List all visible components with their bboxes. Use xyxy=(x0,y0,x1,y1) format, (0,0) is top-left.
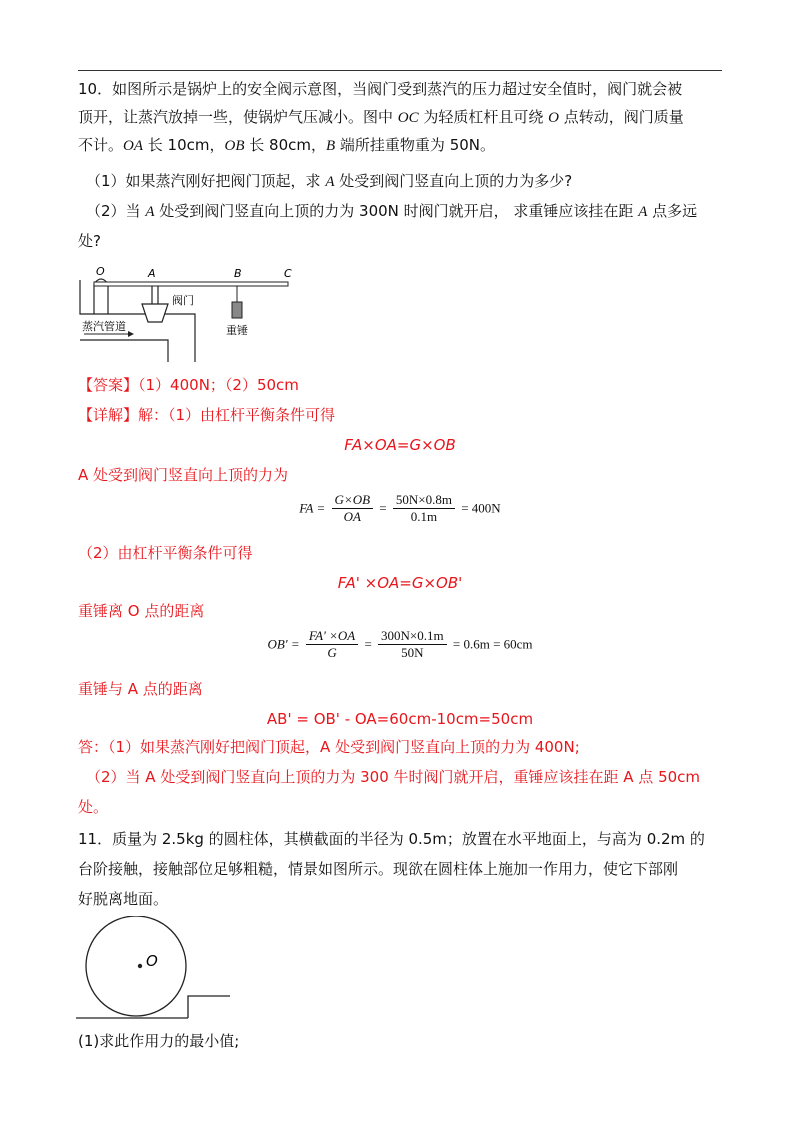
detail-label-1: A 处受到阀门竖直向上顶的力为 xyxy=(78,466,289,484)
final-answer-1: 答：（1）如果蒸汽刚好把阀门顶起，A 处受到阀门竖直向上顶的力为 400N; xyxy=(78,738,580,756)
q10-subquestion-2: （2）当 A 处受到阀门竖直向上顶的力为 300N 时阀门就开启， 求重锤应该挂在距 A 点多远 xyxy=(86,202,698,220)
label-steam-pipe: 蒸汽管道 xyxy=(82,320,126,333)
final-answer-2: （2）当 A 处受到阀门竖直向上顶的力为 300 牛时阀门就开启，重锤应该挂在距 A 点 50cm xyxy=(86,768,701,786)
q10-subquestion-1: （1）如果蒸汽刚好把阀门顶起，求 A 处受到阀门竖直向上顶的力为多少? xyxy=(86,172,573,190)
q10-line-1: 10．如图所示是锅炉上的安全阀示意图，当阀门受到蒸汽的压力超过安全值时，阀门就会被 xyxy=(78,80,683,98)
label-valve: 阀门 xyxy=(172,294,194,307)
equation-3: FA' ×OA=G×OB' xyxy=(337,574,463,592)
detail-intro: 【详解】解：（1）由杠杆平衡条件可得 xyxy=(78,406,336,424)
q11-line-2: 台阶接触，接触部位足够粗糙，情景如图所示。现欲在圆柱体上施加一作用力，使它下部刚 xyxy=(78,860,679,878)
q10-line-2: 顶开，让蒸汽放掉一些，使锅炉气压减小。图中 OC 为轻质杠杆且可绕 O 点转动，阀门质量 xyxy=(78,108,684,126)
final-answer-3: 处。 xyxy=(78,798,109,816)
label-a: A xyxy=(148,267,156,280)
label-weight: 重锤 xyxy=(226,324,248,337)
label-c: C xyxy=(284,267,292,280)
detail-label-2: 重锤离 O 点的距离 xyxy=(78,602,205,620)
q10-subquestion-2-cont: 处? xyxy=(78,232,101,250)
header-rule xyxy=(78,70,722,71)
answer-line: 【答案】（1）400N；（2）50cm xyxy=(78,376,299,394)
q11-line-1: 11．质量为 2.5kg 的圆柱体，其横截面的半径为 0.5m；放置在水平地面上，与高为 0.2m 的 xyxy=(78,830,705,848)
equation-2: FA = $\frac{G\times OB}{OA}$ = $\frac{50N\times 0.8m}{0.1m}$ = 400N xyxy=(299,492,501,524)
equation-4: OB' = $\frac{FA' \times OA}{G}$ = $\frac{300N\times 0.1m}{50N}$ = 0.6m = 60cm xyxy=(267,628,533,660)
q11-subquestion-1: (1)求此作用力的最小值; xyxy=(78,1032,240,1050)
equation-5: AB' = OB' - OA=60cm-10cm=50cm xyxy=(266,710,534,728)
label-o-center: O xyxy=(146,952,158,970)
label-o: O xyxy=(96,265,105,278)
detail-part-2: （2）由杠杆平衡条件可得 xyxy=(78,544,253,562)
label-b: B xyxy=(234,267,242,280)
q10-line-3: 不计。OA 长 10cm，OB 长 80cm，B 端所挂重物重为 50N。 xyxy=(78,136,496,154)
safety-valve-figure xyxy=(70,262,310,372)
equation-1: FA×OA=G×OB xyxy=(344,436,456,454)
cylinder-step-figure xyxy=(76,916,246,1022)
detail-label-3: 重锤与 A 点的距离 xyxy=(78,680,203,698)
q11-line-3: 好脱离地面。 xyxy=(78,890,169,908)
